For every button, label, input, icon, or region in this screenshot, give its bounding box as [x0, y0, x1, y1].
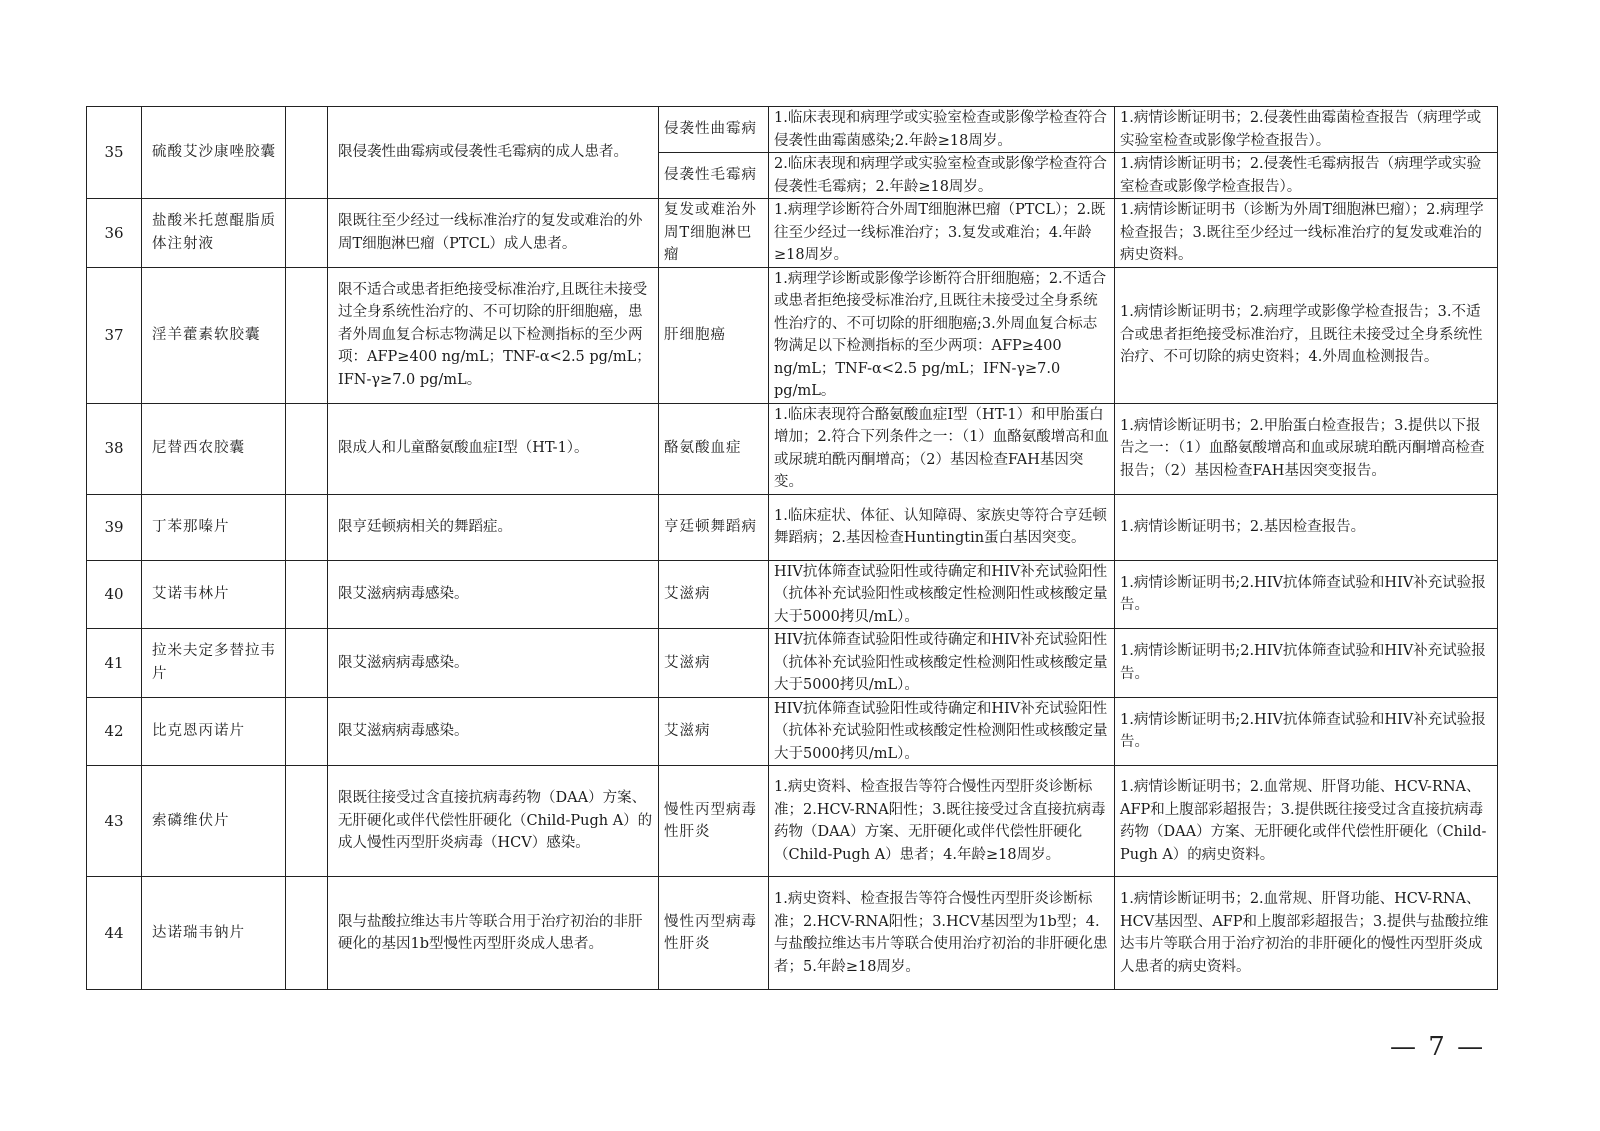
blank-cell — [286, 877, 328, 990]
blank-cell — [286, 267, 328, 403]
review-criteria: 1.病理学诊断或影像学诊断符合肝细胞癌；2.不适合或患者拒绝接受标准治疗,且既往未接受过全身系统性治疗的、不可切除的肝细胞癌;3.外周血复合标志物满足以下检测指标的至少两项：AFP≥400 ng/mL；TNF-α<2.5 pg/mL；IFN-γ≥7.0 pg/mL。 — [769, 267, 1115, 403]
table-body — [87, 107, 1498, 990]
payment-limit: 限艾滋病病毒感染。 — [328, 629, 659, 698]
payment-limit: 限艾滋病病毒感染。 — [328, 697, 659, 766]
row-number: 38 — [87, 403, 142, 494]
row-number: 37 — [87, 267, 142, 403]
table-row — [87, 697, 1498, 766]
table-row — [87, 766, 1498, 877]
required-materials: 1.病情诊断证明书；2.基因检查报告。 — [1115, 494, 1498, 560]
review-criteria: 1.病史资料、检查报告等符合慢性丙型肝炎诊断标准；2.HCV-RNA阳性；3.既往接受过含直接抗病毒药物（DAA）方案、无肝硬化或伴代偿性肝硬化（Child-Pugh A）患者；4.年龄≥18周岁。 — [769, 766, 1115, 877]
payment-limit: 限成人和儿童酪氨酸血症Ⅰ型（HT-1）。 — [328, 403, 659, 494]
disease-name: 酪氨酸血症 — [659, 403, 769, 494]
drug-name: 艾诺韦林片 — [142, 560, 286, 629]
row-number: 39 — [87, 494, 142, 560]
table-row — [87, 107, 1498, 153]
review-criteria: 1.病史资料、检查报告等符合慢性丙型肝炎诊断标准；2.HCV-RNA阳性；3.HCV基因型为1b型；4.与盐酸拉维达韦片等联合使用治疗初治的非肝硬化患者；5.年龄≥18周岁。 — [769, 877, 1115, 990]
page-number: — 7 — — [1390, 1032, 1486, 1062]
row-number: 41 — [87, 629, 142, 698]
blank-cell — [286, 403, 328, 494]
disease-name: 复发或难治外周T细胞淋巴瘤 — [659, 199, 769, 268]
payment-limit: 限既往至少经过一线标准治疗的复发或难治的外周T细胞淋巴瘤（PTCL）成人患者。 — [328, 199, 659, 268]
drug-name: 达诺瑞韦钠片 — [142, 877, 286, 990]
disease-name: 慢性丙型病毒性肝炎 — [659, 877, 769, 990]
required-materials: 1.病情诊断证明书;2.HIV抗体筛查试验和HIV补充试验报告。 — [1115, 629, 1498, 698]
required-materials: 1.病情诊断证明书（诊断为外周T细胞淋巴瘤）；2.病理学检查报告；3.既往至少经过一线标准治疗的复发或难治的病史资料。 — [1115, 199, 1498, 268]
required-materials: 1.病情诊断证明书;2.HIV抗体筛查试验和HIV补充试验报告。 — [1115, 560, 1498, 629]
disease-name: 侵袭性毛霉病 — [659, 153, 769, 199]
review-criteria: HIV抗体筛查试验阳性或待确定和HIV补充试验阳性（抗体补充试验阳性或核酸定性检测阳性或核酸定量大于5000拷贝/mL）。 — [769, 560, 1115, 629]
row-number: 36 — [87, 199, 142, 268]
row-number: 42 — [87, 697, 142, 766]
table-row — [87, 494, 1498, 560]
drug-name: 硫酸艾沙康唑胶囊 — [142, 107, 286, 199]
table-row — [87, 877, 1498, 990]
required-materials: 1.病情诊断证明书；2.侵袭性毛霉病报告（病理学或实验室检查或影像学检查报告）。 — [1115, 153, 1498, 199]
row-number: 40 — [87, 560, 142, 629]
drug-name: 盐酸米托蒽醌脂质体注射液 — [142, 199, 286, 268]
payment-limit: 限与盐酸拉维达韦片等联合用于治疗初治的非肝硬化的基因1b型慢性丙型肝炎成人患者。 — [328, 877, 659, 990]
payment-limit: 限侵袭性曲霉病或侵袭性毛霉病的成人患者。 — [328, 107, 659, 199]
review-criteria: 2.临床表现和病理学或实验室检查或影像学检查符合侵袭性毛霉病；2.年龄≥18周岁。 — [769, 153, 1115, 199]
review-criteria: 1.临床症状、体征、认知障碍、家族史等符合亨廷顿舞蹈病；2.基因检查Huntingtin蛋白基因突变。 — [769, 494, 1115, 560]
table-row — [87, 403, 1498, 494]
payment-limit: 限艾滋病病毒感染。 — [328, 560, 659, 629]
blank-cell — [286, 629, 328, 698]
table-row — [87, 199, 1498, 268]
required-materials: 1.病情诊断证明书;2.HIV抗体筛查试验和HIV补充试验报告。 — [1115, 697, 1498, 766]
review-criteria: 1.病理学诊断符合外周T细胞淋巴瘤（PTCL）；2.既往至少经过一线标准治疗；3.复发或难治；4.年龄≥18周岁。 — [769, 199, 1115, 268]
required-materials: 1.病情诊断证明书；2.侵袭性曲霉菌检查报告（病理学或实验室检查或影像学检查报告）。 — [1115, 107, 1498, 153]
row-number: 44 — [87, 877, 142, 990]
blank-cell — [286, 560, 328, 629]
blank-cell — [286, 107, 328, 199]
blank-cell — [286, 766, 328, 877]
required-materials: 1.病情诊断证明书；2.病理学或影像学检查报告；3.不适合或患者拒绝接受标准治疗，且既往未接受过全身系统性治疗、不可切除的病史资料；4.外周血检测报告。 — [1115, 267, 1498, 403]
row-number: 35 — [87, 107, 142, 199]
payment-limit: 限亨廷顿病相关的舞蹈症。 — [328, 494, 659, 560]
disease-name: 亨廷顿舞蹈病 — [659, 494, 769, 560]
disease-name: 艾滋病 — [659, 560, 769, 629]
review-criteria: 1.临床表现和病理学或实验室检查或影像学检查符合侵袭性曲霉菌感染;2.年龄≥18周岁。 — [769, 107, 1115, 153]
drug-name: 比克恩丙诺片 — [142, 697, 286, 766]
blank-cell — [286, 697, 328, 766]
table-row — [87, 629, 1498, 698]
payment-limit: 限不适合或患者拒绝接受标准治疗,且既往未接受过全身系统性治疗的、不可切除的肝细胞癌，患者外周血复合标志物满足以下检测指标的至少两项：AFP≥400 ng/mL；TNF-α<2.5 pg/mL；IFN-γ≥7.0 pg/mL。 — [328, 267, 659, 403]
disease-name: 慢性丙型病毒性肝炎 — [659, 766, 769, 877]
disease-name: 侵袭性曲霉病 — [659, 107, 769, 153]
required-materials: 1.病情诊断证明书；2.甲胎蛋白检查报告；3.提供以下报告之一：（1）血酪氨酸增高和血或尿琥珀酰丙酮增高检查报告；（2）基因检查FAH基因突变报告。 — [1115, 403, 1498, 494]
drug-name: 拉米夫定多替拉韦片 — [142, 629, 286, 698]
drug-name: 淫羊藿素软胶囊 — [142, 267, 286, 403]
disease-name: 肝细胞癌 — [659, 267, 769, 403]
drug-restriction-table — [86, 106, 1498, 990]
required-materials: 1.病情诊断证明书；2.血常规、肝肾功能、HCV-RNA、AFP和上腹部彩超报告；3.提供既往接受过含直接抗病毒药物（DAA）方案、无肝硬化或伴代偿性肝硬化（Child-Pugh A）的病史资料。 — [1115, 766, 1498, 877]
required-materials: 1.病情诊断证明书；2.血常规、肝肾功能、HCV-RNA、HCV基因型、AFP和上腹部彩超报告；3.提供与盐酸拉维达韦片等联合用于治疗初治的非肝硬化的慢性丙型肝炎成人患者的病史资料。 — [1115, 877, 1498, 990]
row-number: 43 — [87, 766, 142, 877]
review-criteria: HIV抗体筛查试验阳性或待确定和HIV补充试验阳性（抗体补充试验阳性或核酸定性检测阳性或核酸定量大于5000拷贝/mL）。 — [769, 697, 1115, 766]
review-criteria: HIV抗体筛查试验阳性或待确定和HIV补充试验阳性（抗体补充试验阳性或核酸定性检测阳性或核酸定量大于5000拷贝/mL）。 — [769, 629, 1115, 698]
payment-limit: 限既往接受过含直接抗病毒药物（DAA）方案、无肝硬化或伴代偿性肝硬化（Child-Pugh A）的成人慢性丙型肝炎病毒（HCV）感染。 — [328, 766, 659, 877]
table-row — [87, 560, 1498, 629]
review-criteria: 1.临床表现符合酪氨酸血症Ⅰ型（HT-1）和甲胎蛋白增加；2.符合下列条件之一：（1）血酪氨酸增高和血或尿琥珀酰丙酮增高；（2）基因检查FAH基因突变。 — [769, 403, 1115, 494]
table-row — [87, 267, 1498, 403]
drug-name: 尼替西农胶囊 — [142, 403, 286, 494]
drug-name: 索磷维伏片 — [142, 766, 286, 877]
blank-cell — [286, 199, 328, 268]
disease-name: 艾滋病 — [659, 697, 769, 766]
blank-cell — [286, 494, 328, 560]
drug-name: 丁苯那嗪片 — [142, 494, 286, 560]
disease-name: 艾滋病 — [659, 629, 769, 698]
